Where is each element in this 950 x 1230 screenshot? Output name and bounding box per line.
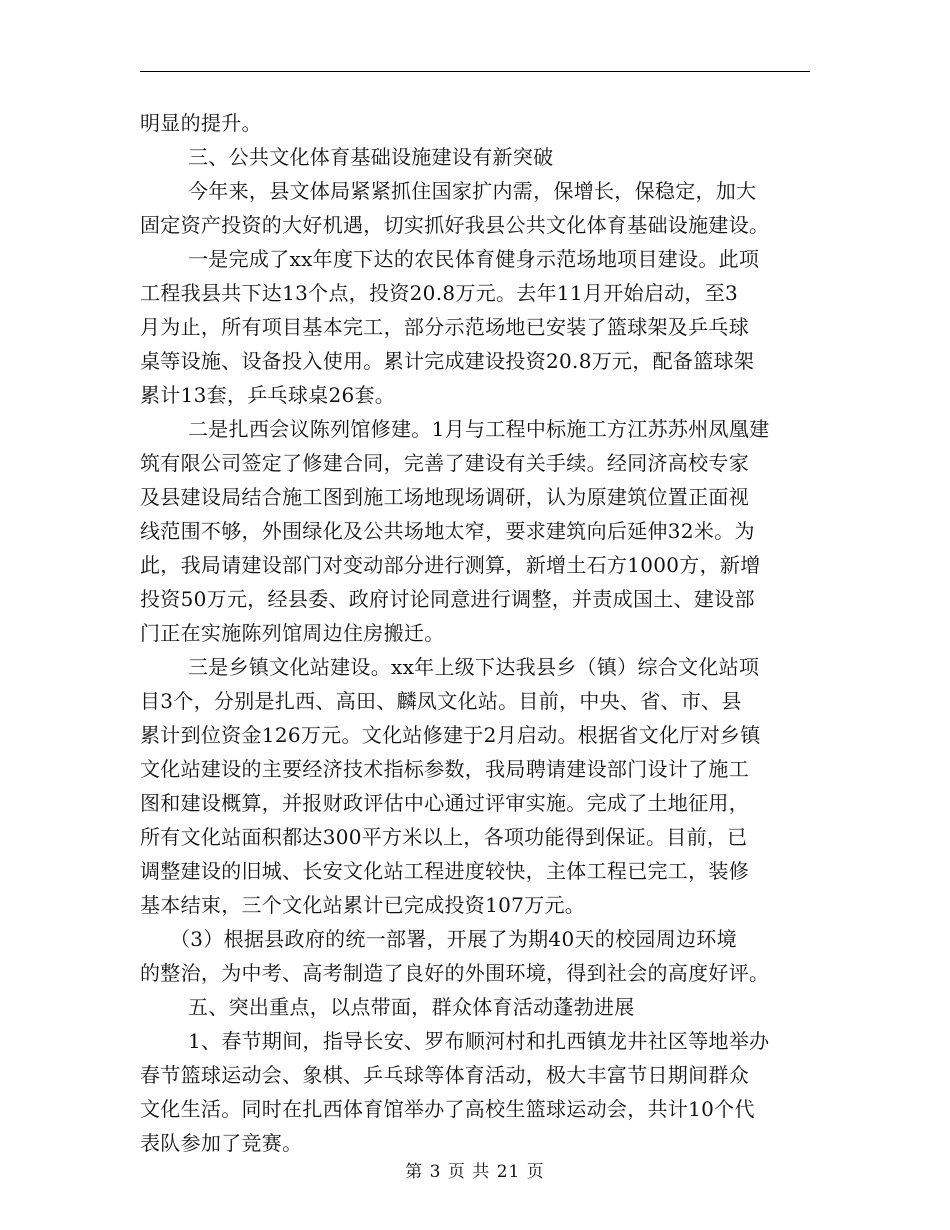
text-line: 文化站建设的主要经济技术指标参数，我局聘请建设部门设计了施工 <box>140 757 749 781</box>
text-line: 文化生活。同时在扎西体育馆举办了高校生篮球运动会，共计10个代 <box>140 1097 755 1121</box>
text-line: 投资50万元，经县委、政府讨论同意进行调整，并责成国土、建设部 <box>140 587 755 611</box>
text-line: 目3个，分别是扎西、高田、麟凤文化站。目前，中央、省、市、县 <box>140 689 742 713</box>
section-heading: 三、公共文化体育基础设施建设有新突破 <box>188 145 554 169</box>
text-line: 一是完成了xx年度下达的农民体育健身示范场地项目建设。此项 <box>188 247 760 271</box>
text-line: 二是扎西会议陈列馆修建。1月与工程中标施工方江苏苏州凤凰建 <box>188 417 770 441</box>
text-line: 基本结束，三个文化站累计已完成投资107万元。 <box>140 893 586 917</box>
text-line: 图和建设概算，并报财政评估中心通过评审实施。完成了土地征用， <box>140 791 749 815</box>
text-line: 明显的提升。 <box>140 111 262 135</box>
document-body <box>140 106 812 1160</box>
text-line: 所有文化站面积都达300平方米以上，各项功能得到保证。目前，已 <box>140 825 748 849</box>
text-line: 固定资产投资的大好机遇，切实抓好我县公共文化体育基础设施建设。 <box>140 213 770 237</box>
text-line: 三是乡镇文化站建设。xx年上级下达我县乡（镇）综合文化站项 <box>188 655 760 679</box>
text-line: 筑有限公司签定了修建合同，完善了建设有关手续。经同济高校专家 <box>140 451 749 475</box>
text-line: 及县建设局结合施工图到施工场地现场调研，认为原建筑位置正面视 <box>140 485 749 509</box>
text-line: 的整治，为中考、高考制造了良好的外围环境，得到社会的高度好评。 <box>140 961 770 985</box>
text-line: （3）根据县政府的统一部署，开展了为期40天的校园周边环境 <box>170 927 737 951</box>
section-heading: 五、突出重点，以点带面，群众体育活动蓬勃进展 <box>188 995 635 1019</box>
text-line: 1、春节期间，指导长安、罗布顺河村和扎西镇龙井社区等地举办 <box>188 1029 770 1053</box>
page-footer: 第 3 页 共 21 页 <box>405 1162 545 1182</box>
text-line: 今年来，县文体局紧紧抓住国家扩内需，保增长，保稳定，加大 <box>188 179 757 203</box>
header-rule <box>140 71 810 72</box>
text-line: 累计到位资金126万元。文化站修建于2月启动。根据省文化厅对乡镇 <box>140 723 761 747</box>
text-line: 工程我县共下达13个点，投资20.8万元。去年11月开始启动，至3 <box>140 281 739 305</box>
text-line: 表队参加了竞赛。 <box>140 1131 303 1155</box>
text-line: 调整建设的旧城、长安文化站工程进度较快，主体工程已完工，装修 <box>140 859 749 883</box>
text-line: 桌等设施、设备投入使用。累计完成建设投资20.8万元，配备篮球架 <box>140 349 755 373</box>
text-line: 月为止，所有项目基本完工，部分示范场地已安装了篮球架及乒乓球 <box>140 315 749 339</box>
text-line: 门正在实施陈列馆周边住房搬迁。 <box>140 621 445 645</box>
text-line: 线范围不够，外围绿化及公共场地太窄，要求建筑向后延伸32米。为 <box>140 519 755 543</box>
text-line: 此，我局请建设部门对变动部分进行测算，新增土石方1000方，新增 <box>140 553 761 577</box>
text-line: 春节篮球运动会、象棋、乒乓球等体育活动，极大丰富节日期间群众 <box>140 1063 749 1087</box>
text-line: 累计13套，乒乓球桌26套。 <box>140 383 396 407</box>
